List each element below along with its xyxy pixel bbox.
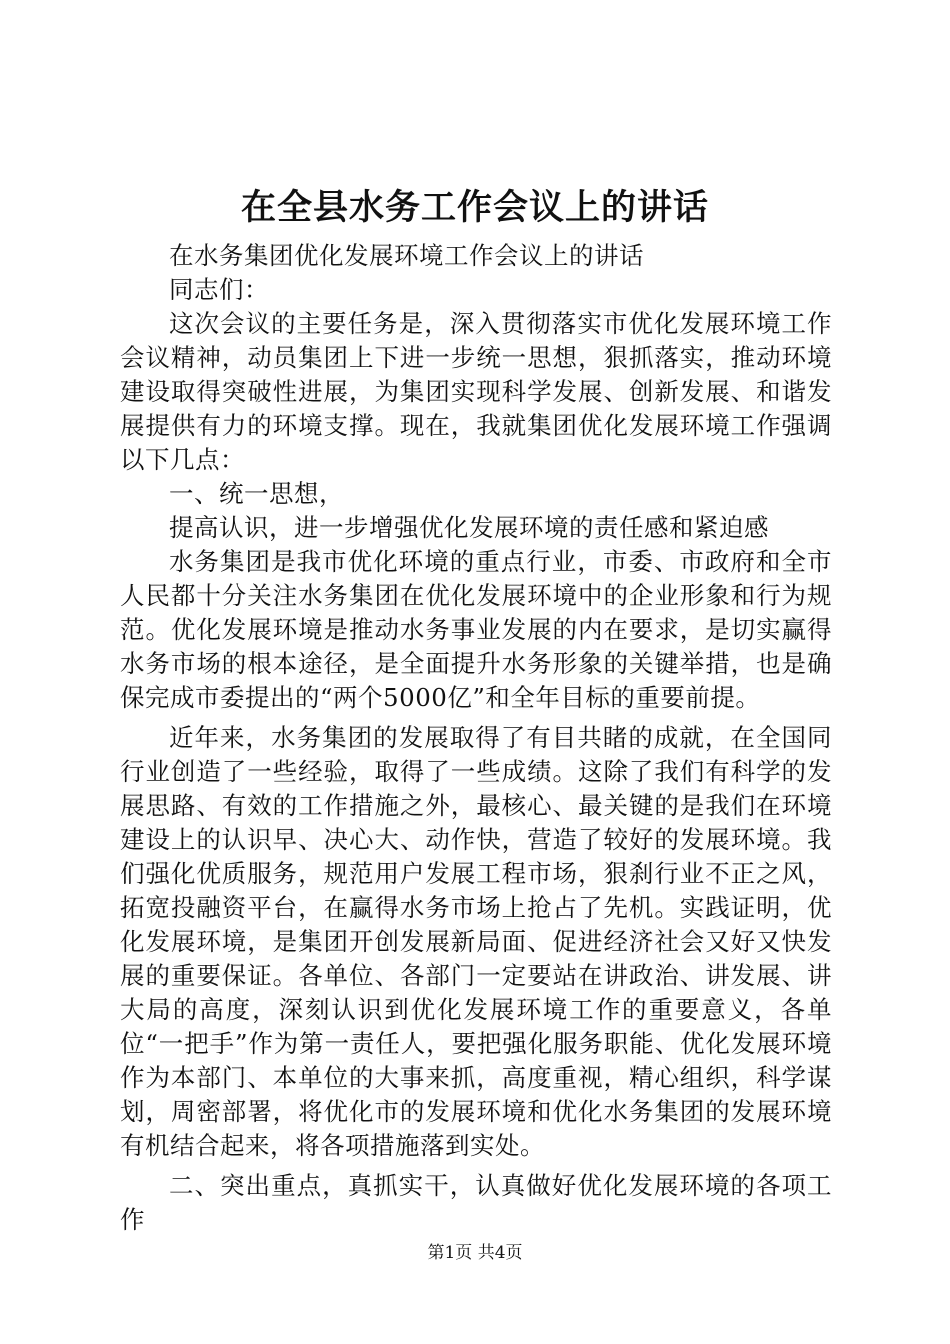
section-heading-1: 一、统一思想，: [169, 479, 344, 508]
paragraph-salutation: 同志们：: [169, 275, 269, 304]
page-number-footer: 第1页 共4页: [427, 1243, 523, 1263]
section-heading-1-continued: 提高认识，进一步增强优化发展环境的责任感和紧迫感: [169, 513, 769, 542]
document-body: [120, 239, 832, 1237]
paragraph-body: 近年来，水务集团的发展取得了有目共睹的成就，在全国同行业创造了一些经验，取得了一些成绩。这除了我们有科学的发展思路、有效的工作措施之外，最核心、最关键的是我们在环境建设上的认识早、决心大、动作快，营造了较好的发展环境。我们强化优质服务，规范用户发展工程市场，狠刹行业不正之风，拓宽投融资平台，在赢得水务市场上抢占了先机。实践证明，优化发展环境，是集团开创发展新局面、促进经济社会又好又快发展的重要保证。各单位、各部门一定要站在讲政治、讲发展、讲大局的高度，深刻认识到优化发展环境工作的重要意义，各单位“一把手”作为第一责任人，要把强化服务职能、优化发展环境作为本部门、本单位的大事来抓，高度重视，精心组织，科学谋划，周密部署，将优化市的发展环境和优化水务集团的发展环境有机结合起来，将各项措施落到实处。: [120, 723, 832, 1160]
document-title: 在全县水务工作会议上的讲话: [240, 187, 709, 228]
section-heading-2: 二、突出重点，真抓实干，认真做好优化发展环境的各项工作: [120, 1171, 832, 1234]
paragraph-body: 水务集团是我市优化环境的重点行业，市委、市政府和全市人民都十分关注水务集团在优化发展环境中的企业形象和行为规范。优化发展环境是推动水务事业发展的内在要求，是切实赢得水务市场的根本途径，是全面提升水务形象的关键举措，也是确保完成市委提出的“两个5000亿”和全年目标的重要前提。: [120, 547, 832, 712]
paragraph-intro: 这次会议的主要任务是，深入贯彻落实市优化发展环境工作会议精神，动员集团上下进一步统一思想，狠抓落实，推动环境建设取得突破性进展，为集团实现科学发展、创新发展、和谐发展提供有力的环境支撑。现在，我就集团优化发展环境工作强调以下几点：: [120, 309, 832, 474]
paragraph-subtitle: 在水务集团优化发展环境工作会议上的讲话: [169, 241, 644, 270]
